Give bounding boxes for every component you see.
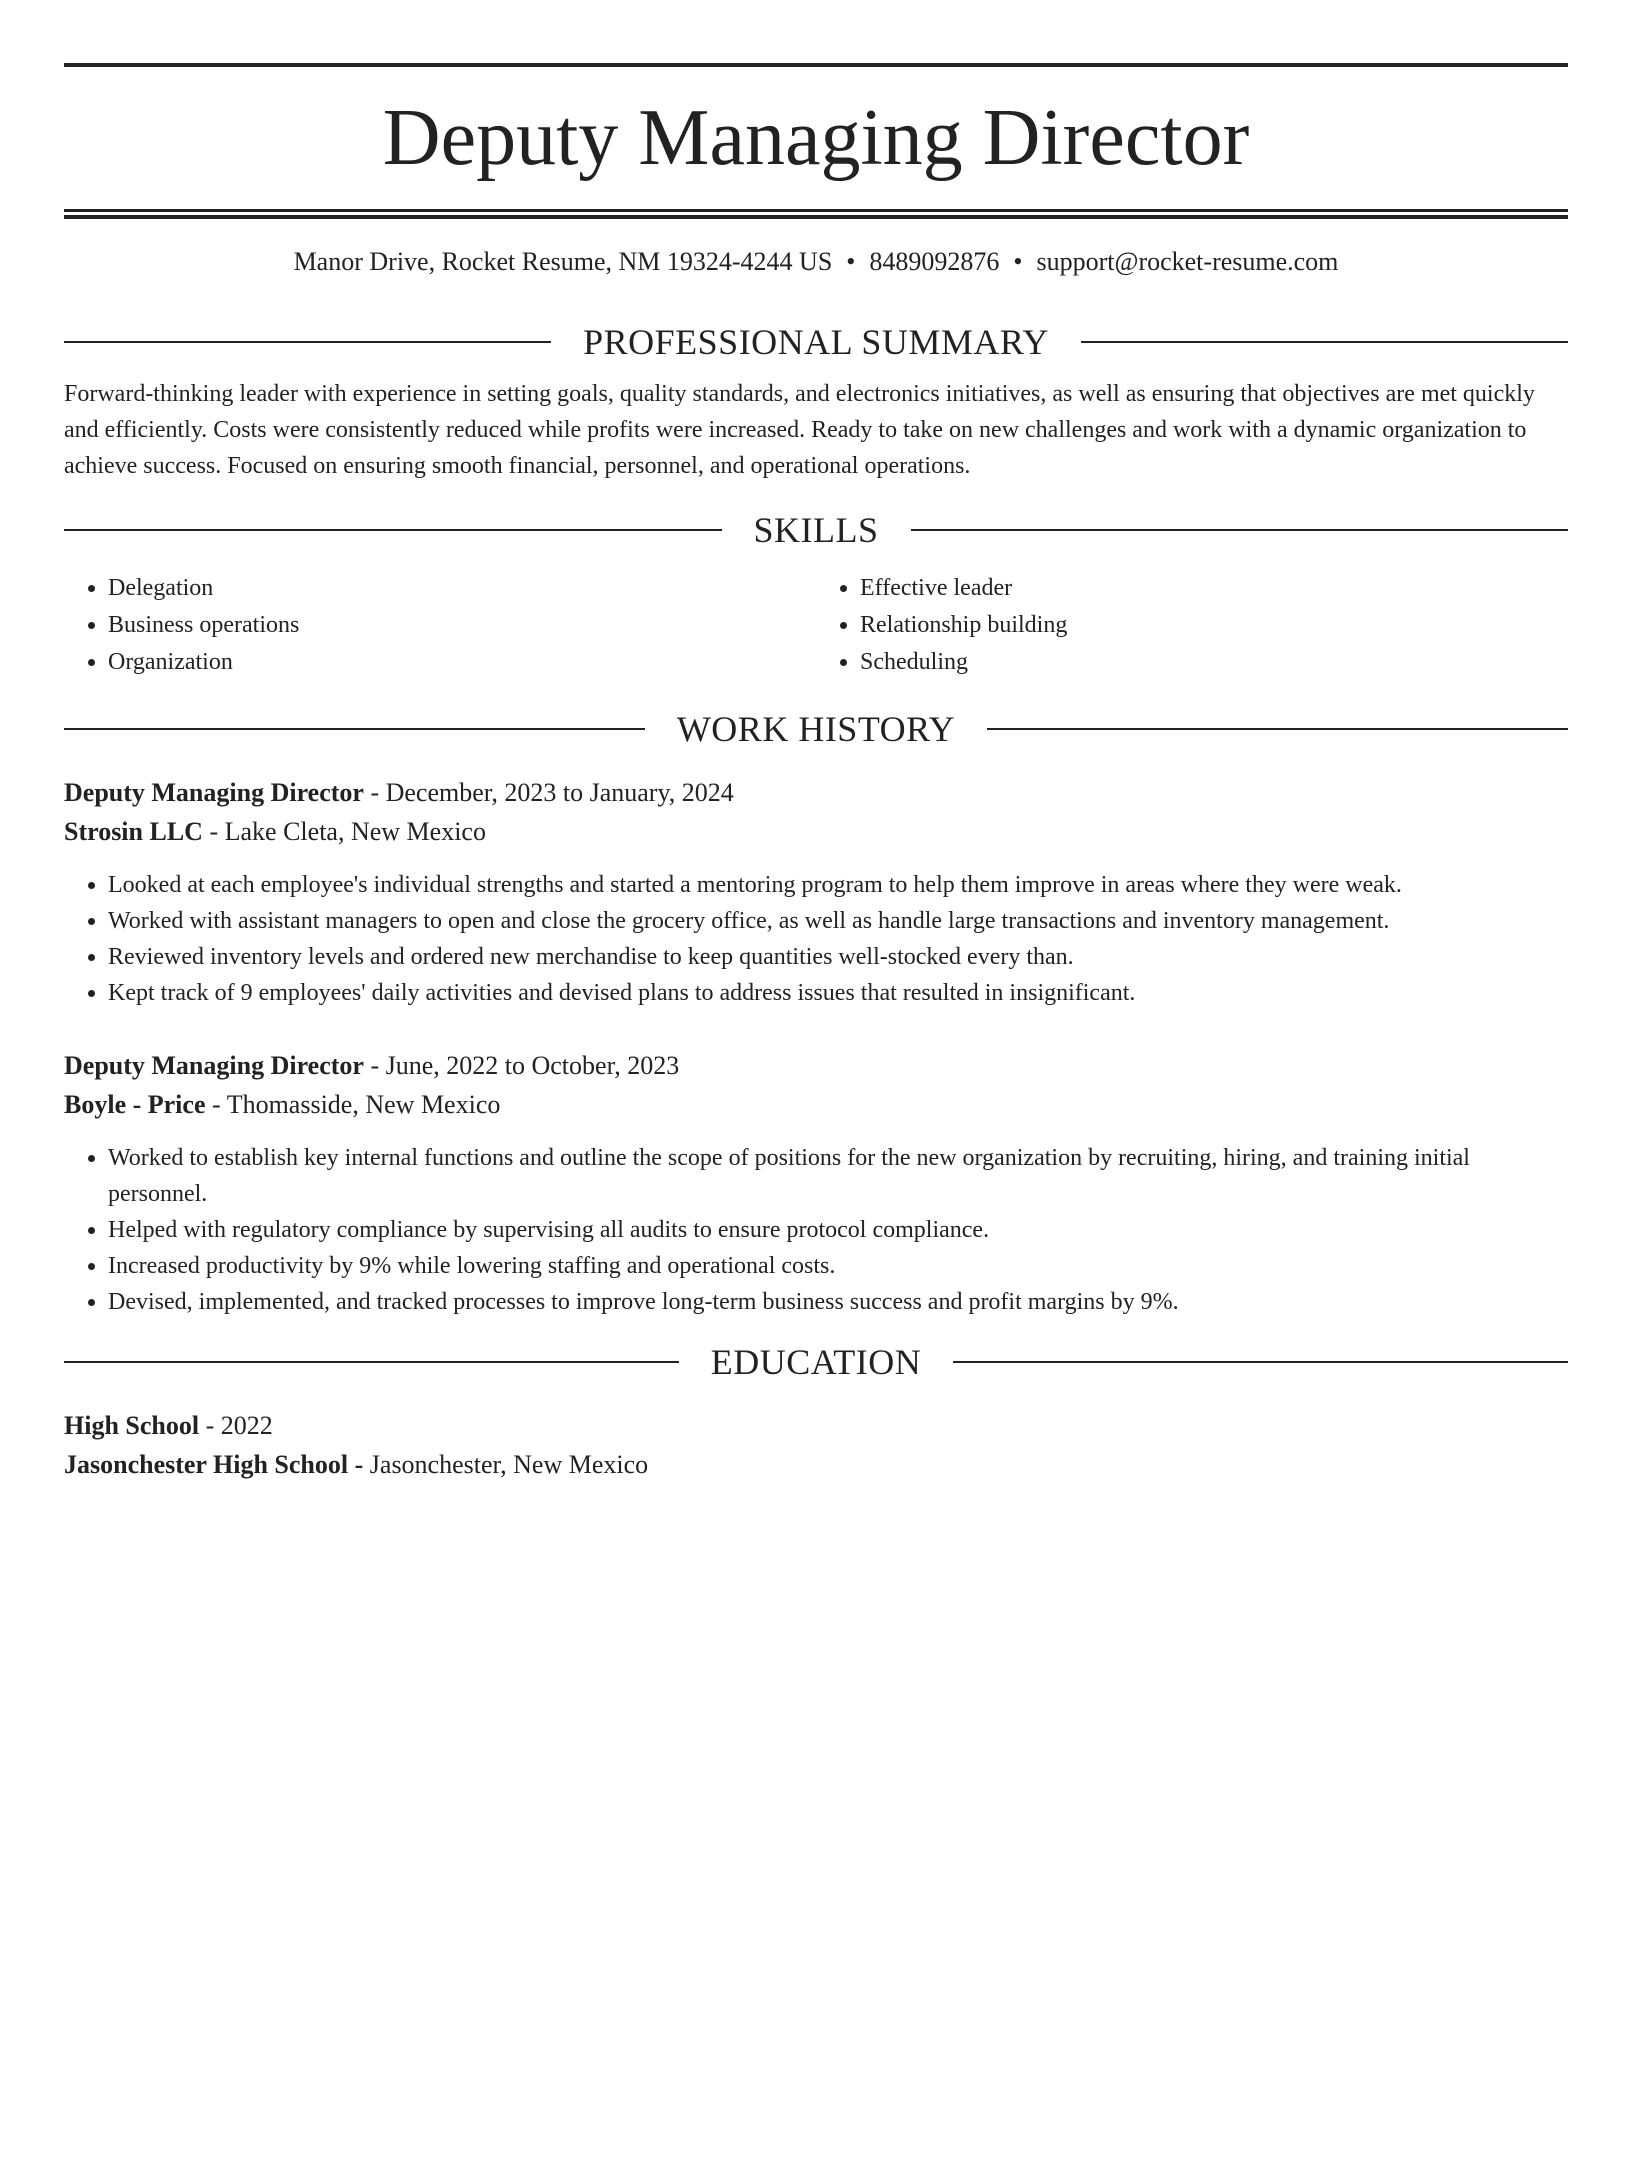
job-dates: December, 2023 to January, 2024 — [385, 778, 734, 807]
summary-heading — [64, 322, 1568, 362]
education-school: Jasonchester High School — [64, 1450, 349, 1479]
job-bullets — [64, 1140, 1568, 1320]
job-location: Lake Cleta, New Mexico — [224, 817, 486, 846]
skill-item: • Effective leader — [860, 570, 1568, 607]
skills-list — [64, 570, 1568, 681]
work-heading — [64, 709, 1568, 749]
skill-item: • Relationship building — [860, 607, 1568, 644]
job-company-line — [64, 1085, 1568, 1124]
resume-page — [0, 63, 1632, 2175]
skills-column-left — [64, 570, 816, 681]
heading-rule-right — [987, 728, 1568, 730]
skills-column-right — [816, 570, 1568, 681]
heading-rule-right — [911, 529, 1569, 531]
job-bullet: • Worked to establish key internal functions and outline the scope of positions for the new organization by recruiting, hiring, and training initial personnel. — [108, 1140, 1568, 1212]
summary-text: Forward-thinking leader with experience in setting goals, quality standards, and electronics initiatives, as well as ensuring that objectives are met quickly and efficiently. Costs were consistently reduced while profits were increased. Ready to take on new challenges and work with a dynamic organization to achieve success. Focused on ensuring smooth financial, personnel, and operational operations. — [64, 381, 1535, 479]
job-bullets — [64, 867, 1568, 1011]
education-degree-line — [64, 1406, 1568, 1445]
work-title: WORK HISTORY — [676, 709, 956, 749]
job-entry — [64, 773, 1568, 1011]
job-dash: - — [205, 1090, 227, 1119]
job-bullet: • Helped with regulatory compliance by supervising all audits to ensure protocol compliance. — [108, 1212, 1568, 1248]
job-bullet: • Devised, implemented, and tracked processes to improve long-term business success and profit margins by 9%. — [108, 1284, 1568, 1320]
heading-rule-left — [64, 341, 551, 343]
heading-rule-right — [1081, 341, 1568, 343]
summary-title: PROFESSIONAL SUMMARY — [583, 322, 1049, 362]
job-bullet: • Looked at each employee's individual strengths and started a mentoring program to help them improve in areas where they were weak. — [108, 867, 1568, 903]
job-dash: - — [202, 817, 225, 846]
skill-item: • Delegation — [108, 570, 816, 607]
education-title: EDUCATION — [710, 1342, 922, 1382]
education-school-line — [64, 1445, 1568, 1484]
education-degree: High School — [64, 1411, 200, 1440]
job-company: Strosin LLC — [64, 817, 203, 846]
contact-separator: • — [1013, 247, 1023, 276]
job-dash: - — [363, 778, 386, 807]
job-dates: June, 2022 to October, 2023 — [385, 1051, 680, 1080]
job-company-line — [64, 812, 1568, 851]
heading-rule-right — [953, 1361, 1568, 1363]
skills-heading — [64, 510, 1568, 550]
job-role: Deputy Managing Director — [64, 778, 364, 807]
education-entry — [64, 1406, 1568, 1484]
job-role: Deputy Managing Director — [64, 1051, 364, 1080]
job-bullet: • Increased productivity by 9% while lowering staffing and operational costs. — [108, 1248, 1568, 1284]
education-location: Jasonchester, New Mexico — [369, 1450, 649, 1479]
contact-email[interactable]: support@rocket-resume.com — [1036, 247, 1339, 276]
skill-item: • Scheduling — [860, 644, 1568, 681]
education-dash: - — [199, 1411, 221, 1440]
skill-item: • Organization — [108, 644, 816, 681]
heading-rule-left — [64, 529, 722, 531]
job-bullet: • Worked with assistant managers to open and close the grocery office, as well as handle large transactions and inventory management. — [108, 903, 1568, 939]
contact-line — [64, 247, 1568, 277]
education-dash: - — [348, 1450, 370, 1479]
contact-address: Manor Drive, Rocket Resume, NM 19324-4244 US — [293, 247, 833, 276]
job-bullet: • Kept track of 9 employees' daily activities and devised plans to address issues that resulted in insignificant. — [108, 975, 1568, 1011]
skill-item: • Business operations — [108, 607, 816, 644]
skills-title: SKILLS — [753, 510, 879, 550]
job-role-line — [64, 1046, 1568, 1085]
education-heading — [64, 1342, 1568, 1382]
contact-phone: 8489092876 — [869, 247, 1000, 276]
resume-name: Deputy Managing Director — [382, 94, 1250, 182]
job-company: Boyle - Price — [64, 1090, 206, 1119]
job-role-line — [64, 773, 1568, 812]
heading-rule-left — [64, 1361, 679, 1363]
job-bullet: • Reviewed inventory levels and ordered new merchandise to keep quantities well-stocked every than. — [108, 939, 1568, 975]
job-location: Thomasside, New Mexico — [226, 1090, 501, 1119]
heading-rule-left — [64, 728, 645, 730]
job-entry — [64, 1046, 1568, 1320]
name-double-rule — [64, 209, 1568, 219]
contact-separator: • — [846, 247, 856, 276]
education-year: 2022 — [220, 1411, 273, 1440]
job-dash: - — [363, 1051, 386, 1080]
